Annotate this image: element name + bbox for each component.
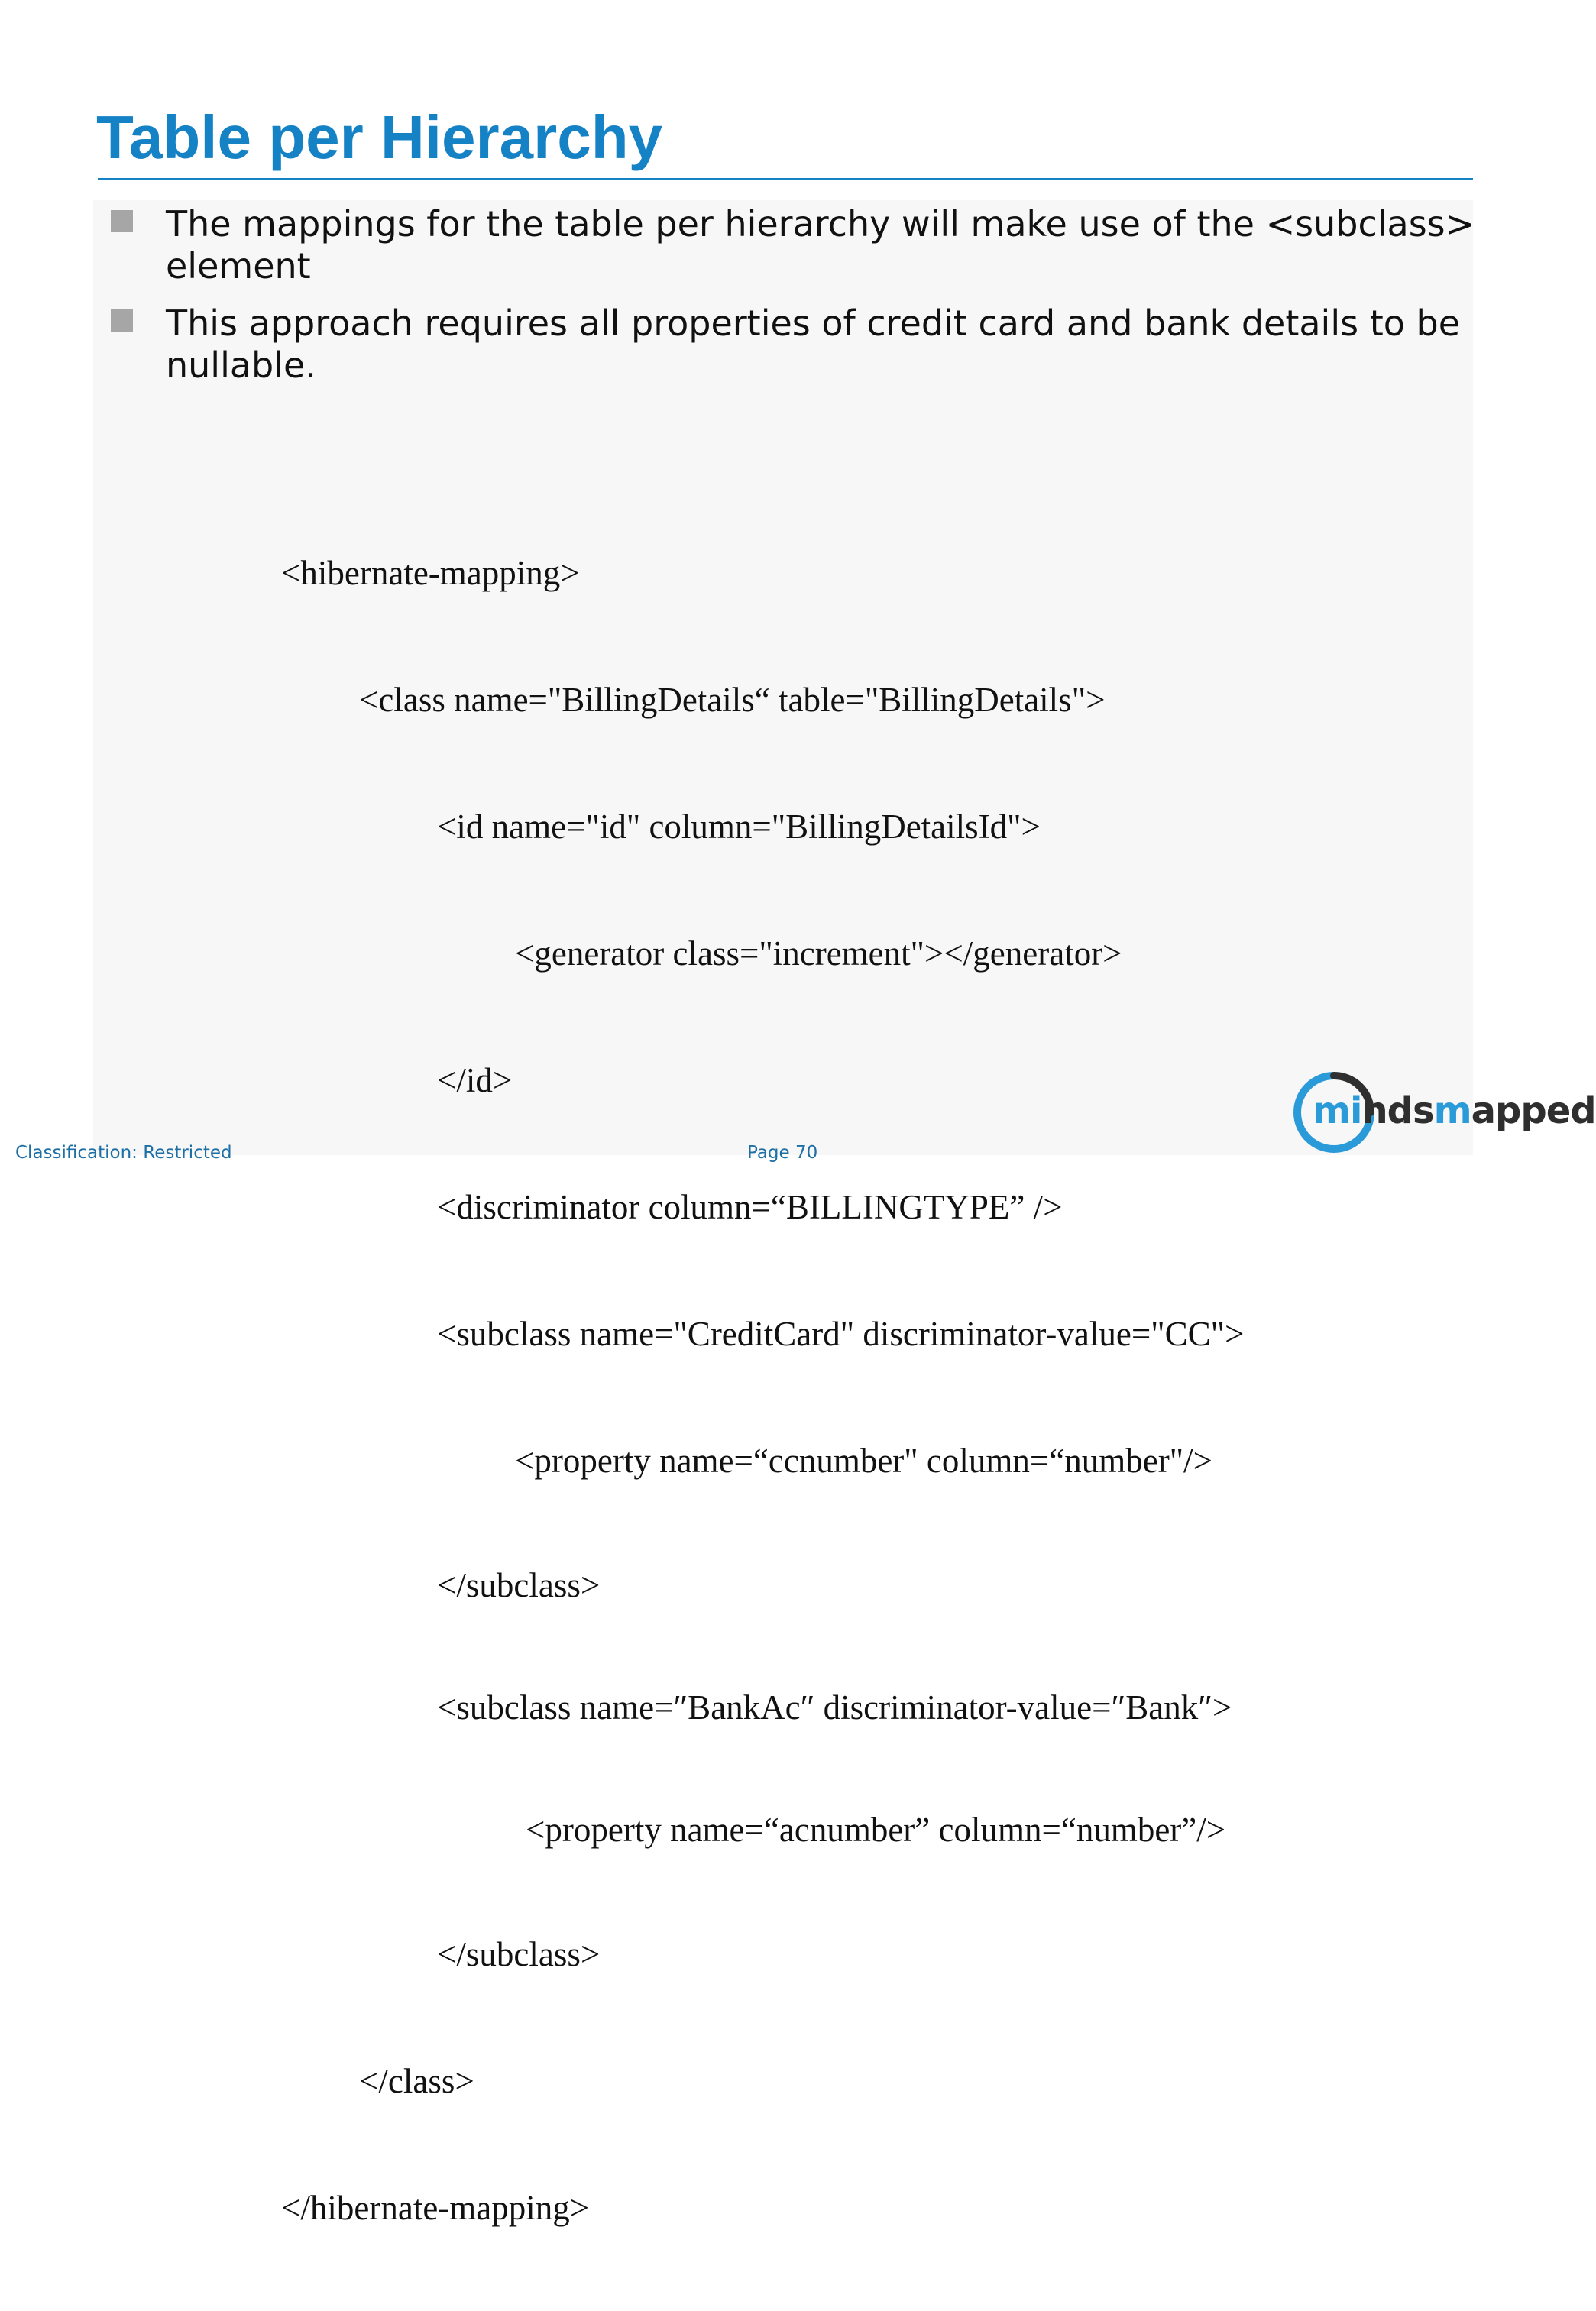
logo-text-part: nds <box>1361 1089 1434 1132</box>
code-line: <subclass name=″BankAc″ discriminator-value=″Bank″> <box>437 1688 1232 1727</box>
code-line: </id> <box>437 1061 513 1099</box>
code-line: </hibernate-mapping> <box>281 2189 590 2227</box>
bullet-item <box>111 203 1478 287</box>
logo-text-part: mi <box>1313 1089 1362 1132</box>
code-line: <property name=“ccnumber" column=“number"/> <box>515 1442 1212 1480</box>
mindsmapped-logo <box>1291 1068 1596 1160</box>
bullet-text: The mappings for the table per hierarchy will make use of the <subclass> element <box>166 203 1475 286</box>
title-divider <box>98 178 1473 180</box>
code-line: <property name=“acnumber” column=“number”/> <box>526 1811 1226 1849</box>
square-bullet-icon <box>111 309 133 332</box>
code-line: <hibernate-mapping> <box>281 554 580 592</box>
code-line: </class> <box>359 2062 474 2100</box>
code-line: <id name="id" column="BillingDetailsId"> <box>437 808 1041 846</box>
code-line: <subclass name="CreditCard" discriminator-value="CC"> <box>437 1315 1245 1353</box>
square-bullet-icon <box>111 210 133 232</box>
logo-wordmark <box>1313 1088 1596 1134</box>
slide-title: Table per Hierarchy <box>96 103 663 171</box>
code-line: <discriminator column=“BILLINGTYPE” /> <box>437 1188 1063 1226</box>
code-line: </subclass> <box>437 1566 601 1604</box>
classification-label: Classification: Restricted <box>15 1143 232 1163</box>
xml-code-block <box>281 470 1244 2311</box>
bullet-item <box>111 303 1478 387</box>
code-line: <generator class="increment"></generator> <box>515 934 1122 973</box>
page-number: Page 70 <box>747 1143 818 1163</box>
bullet-list <box>111 203 1478 402</box>
bullet-text: This approach requires all properties of credit card and bank details to be nullable. <box>166 303 1461 386</box>
logo-text-part: m <box>1433 1089 1471 1132</box>
code-line: </subclass> <box>437 1935 601 1973</box>
logo-text-part: apped <box>1471 1089 1596 1132</box>
code-line: <class name="BillingDetails“ table="BillingDetails"> <box>359 681 1106 719</box>
